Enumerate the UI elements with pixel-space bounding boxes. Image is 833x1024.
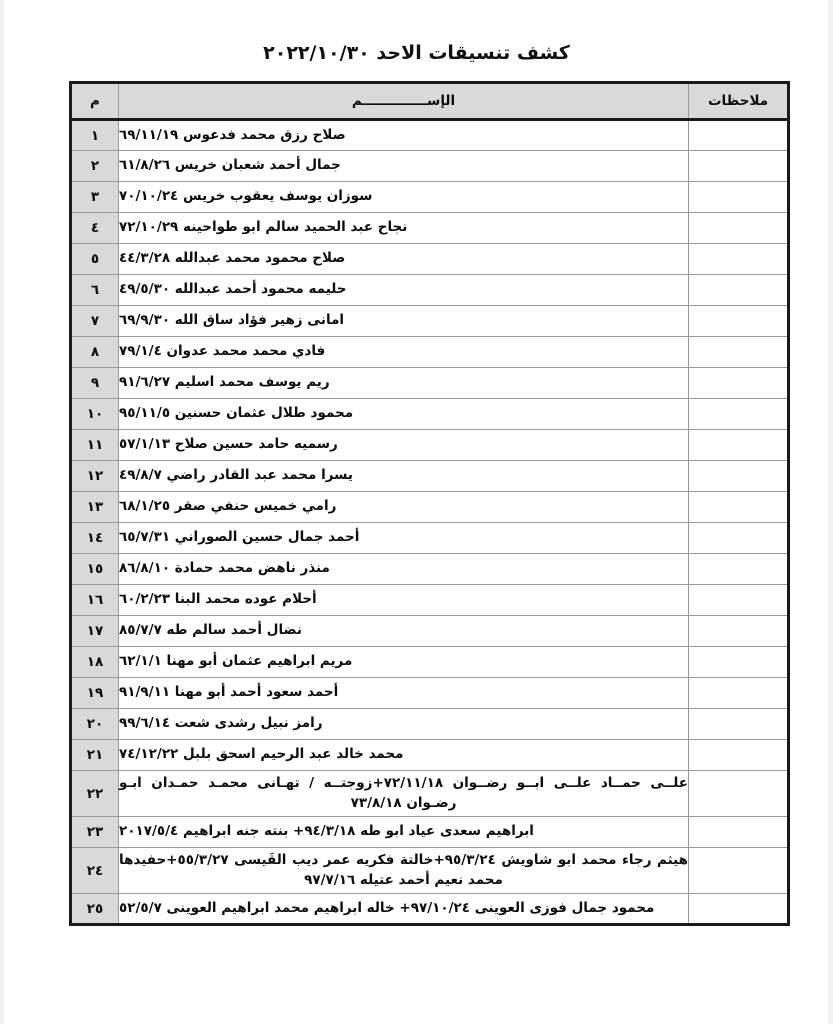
cell-name: منذر ناهض محمد حمادة ٨٦/٨/١٠ — [119, 554, 689, 585]
cell-name: سوزان يوسف يعقوب خريس ٧٠/١٠/٢٤ — [119, 182, 689, 213]
table-header — [71, 83, 789, 120]
cell-notes — [689, 151, 789, 182]
table-row — [71, 709, 789, 740]
coordination-list-table-wrapper — [72, 81, 790, 926]
cell-notes — [689, 616, 789, 647]
cell-notes — [689, 120, 789, 151]
cell-name: ريم يوسف محمد اسليم ٩١/٦/٢٧ — [119, 368, 689, 399]
cell-number: ٢١ — [71, 740, 119, 771]
cell-name: نضال أحمد سالم طه ٨٥/٧/٧ — [119, 616, 689, 647]
cell-number: ٢٤ — [71, 848, 119, 894]
cell-notes — [689, 399, 789, 430]
cell-notes — [689, 585, 789, 616]
table-row — [71, 894, 789, 925]
cell-name: محمد خالد عبد الرحيم اسحق بلبل ٧٤/١٢/٢٢ — [119, 740, 689, 771]
cell-number: ٢٣ — [71, 817, 119, 848]
cell-notes — [689, 461, 789, 492]
cell-notes — [689, 244, 789, 275]
cell-number: ١ — [71, 120, 119, 151]
cell-notes — [689, 848, 789, 894]
table-row — [71, 337, 789, 368]
cell-number: ١٦ — [71, 585, 119, 616]
table-row — [71, 151, 789, 182]
cell-name: محمود جمال فوزى العوينى ٩٧/١٠/٢٤+ خاله ابراهيم محمد ابراهيم العوينى ٥٢/٥/٧ — [119, 894, 689, 925]
cell-number: ٨ — [71, 337, 119, 368]
scan-edge-right — [828, 0, 833, 1024]
table-row — [71, 368, 789, 399]
table-row — [71, 275, 789, 306]
cell-number: ٢ — [71, 151, 119, 182]
table-row — [71, 585, 789, 616]
table-row — [71, 848, 789, 894]
cell-number: ١٥ — [71, 554, 119, 585]
table-row — [71, 399, 789, 430]
cell-name: رسميه حامد حسين صلاح ٥٧/١/١٣ — [119, 430, 689, 461]
cell-notes — [689, 740, 789, 771]
cell-number: ١٧ — [71, 616, 119, 647]
cell-name: علــى حمــاد علــى ابــو رضــوان ٧٢/١١/١٨+زوجتــه / تهـانى محمـد حمـدان ابـو رضـوان ٧٣/٨/١٨ — [119, 771, 689, 817]
table-row — [71, 120, 789, 151]
cell-notes — [689, 213, 789, 244]
cell-number: ٧ — [71, 306, 119, 337]
table-row — [71, 523, 789, 554]
table-header-row — [71, 83, 789, 120]
cell-number: ٢٢ — [71, 771, 119, 817]
column-header-name: الإســــــــــــــم — [119, 83, 689, 120]
table-row — [71, 647, 789, 678]
column-header-notes: ملاحظات — [689, 83, 789, 120]
cell-notes — [689, 817, 789, 848]
table-row — [71, 461, 789, 492]
scan-edge-left — [0, 0, 4, 1024]
cell-notes — [689, 182, 789, 213]
cell-name: صلاح رزق محمد فدعوس ٦٩/١١/١٩ — [119, 120, 689, 151]
cell-notes — [689, 306, 789, 337]
page-title: كشف تنسيقات الاحد ٢٠٢٢/١٠/٣٠ — [263, 42, 570, 64]
cell-notes — [689, 709, 789, 740]
cell-name: امانى زهير فؤاد ساق الله ٦٩/٩/٣٠ — [119, 306, 689, 337]
cell-name: أحمد سعود أحمد أبو مهنا ٩١/٩/١١ — [119, 678, 689, 709]
cell-notes — [689, 523, 789, 554]
cell-name: يسرا محمد عبد القادر راضي ٤٩/٨/٧ — [119, 461, 689, 492]
cell-notes — [689, 430, 789, 461]
cell-name: رامز نبيل رشدى شعت ٩٩/٦/١٤ — [119, 709, 689, 740]
cell-number: ٢٥ — [71, 894, 119, 925]
table-row — [71, 492, 789, 523]
cell-number: ٩ — [71, 368, 119, 399]
cell-name: أحمد جمال حسين الصوراني ٦٥/٧/٣١ — [119, 523, 689, 554]
cell-name: هيثم رجاء محمد ابو شاويش ٩٥/٣/٢٤+خالتة فكريه عمر ديب القَيسى ٥٥/٣/٢٧+حفيدها محمد نعيم أحمد عتيله ٩٧/٧/١٦ — [119, 848, 689, 894]
cell-number: ٥ — [71, 244, 119, 275]
table-row — [71, 771, 789, 817]
cell-name: محمود طلال عثمان حسنين ٩٥/١١/٥ — [119, 399, 689, 430]
cell-notes — [689, 647, 789, 678]
cell-number: ١٨ — [71, 647, 119, 678]
table-body — [71, 120, 789, 925]
cell-notes — [689, 771, 789, 817]
table-row — [71, 244, 789, 275]
cell-number: ٦ — [71, 275, 119, 306]
cell-number: ١٠ — [71, 399, 119, 430]
cell-notes — [689, 337, 789, 368]
cell-number: ١١ — [71, 430, 119, 461]
table-row — [71, 430, 789, 461]
cell-name: حليمه محمود أحمد عبدالله ٤٩/٥/٣٠ — [119, 275, 689, 306]
table-row — [71, 306, 789, 337]
cell-notes — [689, 894, 789, 925]
cell-name: مريم ابراهيم عثمان أبو مهنا ٦٢/١/١ — [119, 647, 689, 678]
cell-number: ١٤ — [71, 523, 119, 554]
cell-name: رامي خميس حنفي صقر ٦٨/١/٢٥ — [119, 492, 689, 523]
table-row — [71, 213, 789, 244]
coordination-list-table — [69, 81, 790, 926]
table-row — [71, 817, 789, 848]
cell-number: ١٢ — [71, 461, 119, 492]
cell-number: ٤ — [71, 213, 119, 244]
cell-notes — [689, 492, 789, 523]
table-row — [71, 740, 789, 771]
table-row — [71, 554, 789, 585]
cell-name: جمال أحمد شعبان خريس ٦١/٨/٢٦ — [119, 151, 689, 182]
cell-number: ١٩ — [71, 678, 119, 709]
cell-notes — [689, 678, 789, 709]
cell-notes — [689, 368, 789, 399]
cell-notes — [689, 275, 789, 306]
cell-name: ابراهيم سعدى عياد ابو طه ٩٤/٣/١٨+ بنته جنه ابراهيم ٢٠١٧/٥/٤ — [119, 817, 689, 848]
cell-name: صلاح محمود محمد عبدالله ٤٤/٣/٢٨ — [119, 244, 689, 275]
cell-notes — [689, 554, 789, 585]
table-row — [71, 678, 789, 709]
table-row — [71, 182, 789, 213]
table-row — [71, 616, 789, 647]
cell-number: ١٣ — [71, 492, 119, 523]
cell-number: ٢٠ — [71, 709, 119, 740]
cell-number: ٣ — [71, 182, 119, 213]
cell-name: أحلام عوده محمد البنا ٦٠/٢/٢٣ — [119, 585, 689, 616]
cell-name: نجاح عبد الحميد سالم ابو طواحينه ٧٢/١٠/٢٩ — [119, 213, 689, 244]
cell-name: فادي محمد محمد عدوان ٧٩/١/٤ — [119, 337, 689, 368]
column-header-number: م — [71, 83, 119, 120]
